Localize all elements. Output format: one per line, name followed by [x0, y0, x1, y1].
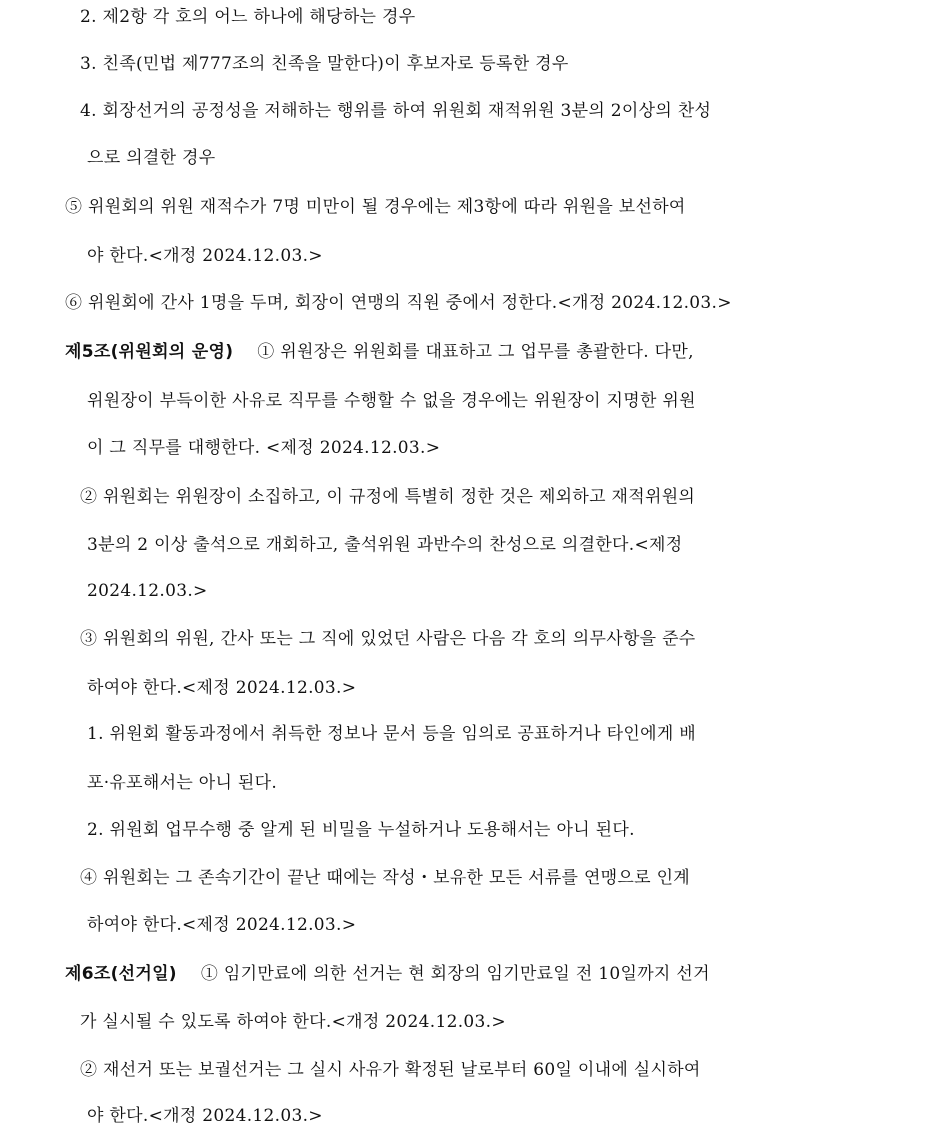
paragraph-line-continuation: 이 그 직무를 대행한다. <제정 2024.12.03.> [87, 438, 441, 458]
article-line [65, 340, 885, 364]
item-line-continuation: 포·유포해서는 아니 된다. [87, 773, 278, 793]
item-line: 4. 회장선거의 공정성을 저해하는 행위를 하여 위원회 재적위원 3분의 2이상의 찬성 [80, 101, 712, 121]
paragraph-line-continuation: 2024.12.03.> [87, 581, 208, 601]
article-text: ① 위원장은 위원회를 대표하고 그 업무를 총괄한다. 다만, [257, 342, 694, 362]
paragraph-line-continuation: 하여야 한다.<제정 2024.12.03.> [87, 915, 357, 935]
paragraph-line-continuation: 위원장이 부득이한 사유로 직무를 수행할 수 없을 경우에는 위원장이 지명한 위원 [87, 391, 696, 411]
article-line [65, 962, 885, 986]
paragraph-line: ④ 위원회는 그 존속기간이 끝난 때에는 작성・보유한 모든 서류를 연맹으로 인계 [80, 868, 691, 888]
paragraph-line: ② 재선거 또는 보궐선거는 그 실시 사유가 확정된 날로부터 60일 이내에 실시하여 [80, 1060, 701, 1080]
paragraph-line: ③ 위원회의 위원, 간사 또는 그 직에 있었던 사람은 다음 각 호의 의무사항을 준수 [80, 629, 696, 649]
paragraph-line-continuation: 3분의 2 이상 출석으로 개회하고, 출석위원 과반수의 찬성으로 의결한다.<제정 [87, 535, 683, 555]
article-heading: 제5조(위원회의 운영) [65, 342, 234, 362]
article-heading: 제6조(선거일) [65, 964, 177, 984]
item-line: 2. 위원회 업무수행 중 알게 된 비밀을 누설하거나 도용해서는 아니 된다. [87, 820, 635, 840]
paragraph-line-continuation: 야 한다.<개정 2024.12.03.> [87, 1106, 323, 1126]
paragraph-line: ② 위원회는 위원장이 소집하고, 이 규정에 특별히 정한 것은 제외하고 재적위원의 [80, 487, 696, 507]
paragraph-line-continuation: 하여야 한다.<제정 2024.12.03.> [87, 678, 357, 698]
item-line: 3. 친족(민법 제777조의 친족을 말한다)이 후보자로 등록한 경우 [80, 54, 569, 74]
paragraph-line-continuation: 가 실시될 수 있도록 하여야 한다.<개정 2024.12.03.> [80, 1012, 506, 1032]
item-line-continuation: 으로 의결한 경우 [87, 148, 216, 168]
article-text: ① 임기만료에 의한 선거는 현 회장의 임기만료일 전 10일까지 선거 [200, 964, 710, 984]
paragraph-line: ⑤ 위원회의 위원 재적수가 7명 미만이 될 경우에는 제3항에 따라 위원을 보선하여 [65, 197, 686, 217]
item-line: 1. 위원회 활동과정에서 취득한 정보나 문서 등을 임의로 공표하거나 타인에게 배 [87, 724, 696, 744]
paragraph-line-continuation: 야 한다.<개정 2024.12.03.> [87, 246, 323, 266]
paragraph-line: ⑥ 위원회에 간사 1명을 두며, 회장이 연맹의 직원 중에서 정한다.<개정 2024.12.03.> [65, 293, 732, 313]
item-line: 2. 제2항 각 호의 어느 하나에 해당하는 경우 [80, 7, 416, 27]
